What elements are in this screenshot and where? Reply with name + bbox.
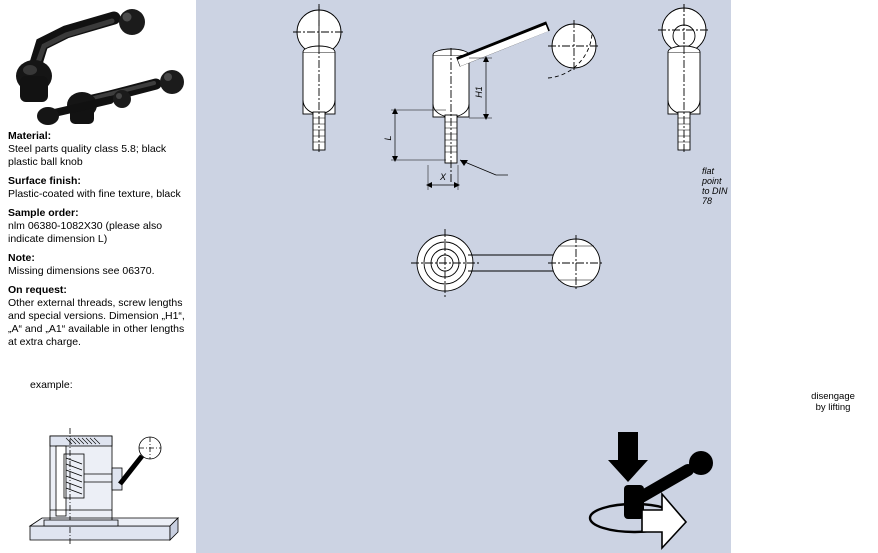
spec-text-note: Missing dimensions see 06370. — [8, 265, 155, 278]
spec-text-sample-order: nlm 06380-1082X30 (please also indicate dimension L) — [8, 220, 163, 246]
spec-heading-surface-finish: Surface finish: — [8, 175, 81, 188]
spec-heading-on-request: On request: — [8, 284, 67, 297]
spec-text-surface-finish: Plastic-coated with fine texture, black — [8, 188, 181, 201]
left-column — [0, 0, 196, 553]
spec-heading-sample-order: Sample order: — [8, 207, 79, 220]
spec-text-on-request: Other external threads, screw lengths and special versions. Dimension „H1“, „A“ and „A1“ available in other lengths at extra charge. — [8, 297, 185, 349]
flat-point-note: flat point to DIN 78 — [702, 166, 728, 206]
technical-drawing-svg — [196, 0, 731, 553]
disengage-note — [788, 391, 878, 414]
disengage-note-line1: disengage — [811, 391, 855, 402]
dim-label-l: L — [383, 135, 393, 141]
specification-text — [8, 130, 188, 349]
spec-text-material: Steel parts quality class 5.8; black plastic ball knob — [8, 143, 167, 169]
dim-label-h1: H1 — [474, 86, 484, 98]
spec-heading-material: Material: — [8, 130, 52, 142]
spec-heading-note: Note: — [8, 252, 35, 265]
disengage-note-line2: by lifting — [815, 402, 851, 414]
example-drawing — [20, 398, 180, 548]
product-photo — [6, 4, 190, 126]
dim-label-x: X — [439, 172, 447, 182]
drawing-panel — [196, 0, 855, 553]
example-label: example: — [30, 379, 73, 391]
